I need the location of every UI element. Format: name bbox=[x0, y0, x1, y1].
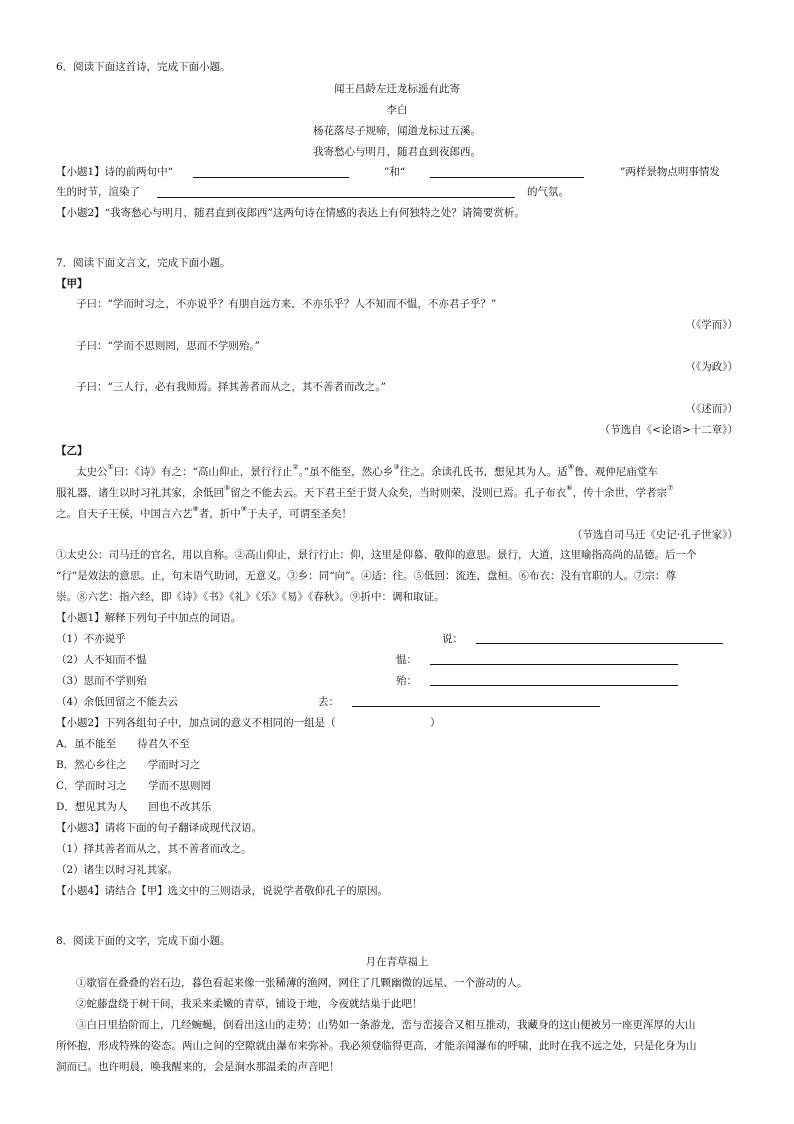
jia-source-all: （节选自《<论语>十二章》） bbox=[599, 424, 738, 436]
jia-quote-3: 子曰：“三人行，必有我师焉。择其善者而从之，其不善者而改之。” bbox=[76, 381, 386, 393]
jia-quote-2: 子曰：“学而不思则罔，思而不学则殆。” bbox=[76, 340, 260, 352]
yi-source: （节选自司马迁《史记·孔子世家》） bbox=[571, 529, 738, 541]
article-title: 月在青草福上 bbox=[365, 956, 429, 968]
answer-blank-explain-4[interactable] bbox=[352, 706, 600, 707]
answer-blank-atmosphere[interactable] bbox=[157, 197, 515, 198]
article-paragraph-3-line-3: 洞而已。也许明晨，唤我醒来的，会是涧水那温柔的声音吧！ bbox=[56, 1061, 340, 1073]
explain-key-1: 说： bbox=[442, 633, 463, 645]
poem-line-2: 我寄愁心与明月，随君直到夜郎西。 bbox=[313, 146, 481, 158]
jia-quote-1: 子曰：“学而时习之，不亦说乎？有朋自远方来，不亦乐乎？人不知而不愠，不亦君子乎？” bbox=[76, 298, 497, 310]
q6-sub1-part-e: 的气氛。 bbox=[527, 186, 569, 198]
explain-key-2: 愠： bbox=[396, 654, 417, 666]
jia-source-3: （《述而》） bbox=[685, 403, 738, 415]
q7-sub2: 【小题2】下列各组句子中，加点词的意义不相同的一组是（ bbox=[56, 717, 336, 729]
q8-header: 8．阅读下面的文字，完成下面小题。 bbox=[56, 935, 231, 947]
q7-sub4: 【小题4】请结合【甲】选文中的三则语录，说说学者敬仰孔子的原因。 bbox=[56, 885, 389, 897]
answer-blank-explain-2[interactable] bbox=[430, 664, 678, 665]
yi-label: 【乙】 bbox=[56, 445, 88, 457]
q6-sub1-part-c: ”两样景物点明事情发 bbox=[620, 166, 720, 178]
jia-label: 【甲】 bbox=[56, 278, 88, 290]
option-b[interactable]: B．然心乡往之 学而时习之 bbox=[56, 759, 201, 771]
q6-sub2: 【小题2】“我寄愁心与明月，随君直到夜郎西”这两句诗在情感的表达上有何独特之处？请简要赏析。 bbox=[56, 207, 525, 219]
jia-source-2: （《为政》） bbox=[685, 361, 738, 373]
q6-header: 6．阅读下面这首诗，完成下面小题。 bbox=[56, 61, 231, 73]
article-paragraph-3-line-1: ③白日里拾阶而上，几经蜿蜒，倒看出这山的走势；山势如一条游龙，峦与峦接合又相互推动，我藏身的这山便被另一座更浑厚的大山 bbox=[76, 1019, 696, 1031]
footnote-line-3: 崇。⑧六艺：指六经，即《诗》《书》《礼》《乐》《易》《春秋》。⑨折中：调和取证。 bbox=[56, 591, 445, 603]
explain-item-1: （1）不亦说乎 bbox=[56, 633, 126, 645]
option-a[interactable]: A．虽不能至 待君久不至 bbox=[56, 738, 190, 750]
translate-item-1: （1）择其善者而从之，其不善者而改之。 bbox=[56, 843, 252, 855]
yi-paragraph-line-2: 服礼器，诸生以时习礼其家，余低回⑤留之不能去云。天下君王至于贤人众矣，当时则荣，没则已焉。孔子布衣⑥，传十余世，学者宗⑦ bbox=[56, 484, 674, 499]
yi-paragraph-line-1: 太史公①曰：《诗》有之：“高山仰止，景行行止②。”虽不能至，然心乡③往之。余读孔氏书，想见其为人。适④鲁，观仲尼庙堂车 bbox=[76, 463, 658, 478]
q6-sub1-part-a: 【小题1】诗的前两句中“ bbox=[56, 166, 174, 178]
q6-sub1-part-b: ”和“ bbox=[384, 166, 406, 178]
translate-item-2: （2）诸生以时习礼其家。 bbox=[56, 864, 179, 876]
jia-source-1: （《学而》） bbox=[685, 319, 738, 331]
answer-blank-scene-2[interactable] bbox=[430, 177, 584, 178]
explain-key-4: 去： bbox=[318, 696, 339, 708]
poem-line-1: 杨花落尽子规啼，闻道龙标过五溪。 bbox=[313, 125, 481, 137]
explain-item-2: （2）人不知而不愠 bbox=[56, 654, 147, 666]
article-paragraph-3-line-2: 所怀抱，形成特殊的姿态。两山之间的空隙就由瀑布来弥补。我必须登临得更高，才能亲闻瀑布的呼啸，此时在我不远之处，只是化身为山 bbox=[56, 1040, 697, 1052]
yi-paragraph-line-3: 之。自天子王侯，中国言六艺⑧者，折中⑨于夫子，可谓至圣矣！ bbox=[56, 505, 353, 520]
q7-sub1: 【小题1】解释下列句子中加点的词语。 bbox=[56, 612, 242, 624]
poem-title: 闻王昌龄左迁龙标遥有此寄 bbox=[334, 83, 460, 95]
q7-sub2-close: ） bbox=[430, 717, 441, 729]
explain-item-4: （4）余低回留之不能去云 bbox=[56, 696, 179, 708]
explain-key-3: 殆： bbox=[396, 675, 417, 687]
option-c[interactable]: C．学而时习之 学而不思则罔 bbox=[56, 780, 212, 792]
q7-sub3: 【小题3】请将下面的句子翻译成现代汉语。 bbox=[56, 822, 263, 834]
footnote-line-2: “行”是效法的意思。止，句末语气助词，无意义。③乡：同“向”。④适：往。⑤低回：流连，盘桓。⑥布衣：没有官职的人。⑦宗：尊 bbox=[56, 570, 676, 582]
answer-blank-scene-1[interactable] bbox=[193, 177, 349, 178]
article-paragraph-2: ②蛇藤盘绕于树干间，我采来柔嫩的青草，铺设于地，今夜就结巢于此吧！ bbox=[76, 998, 423, 1010]
poem-author: 李白 bbox=[386, 104, 408, 116]
answer-blank-explain-3[interactable] bbox=[430, 685, 678, 686]
option-d[interactable]: D．想见其为人 回也不改其乐 bbox=[56, 801, 212, 813]
q6-sub1-part-d: 生的时节，渲染了 bbox=[56, 186, 140, 198]
footnote-line-1: ①太史公：司马迁的官名，用以自称。②高山仰止，景行行止：仰，这里是仰慕、敬仰的意思。景行，大道，这里喻指高尚的品德。后一个 bbox=[56, 549, 697, 561]
q7-header: 7．阅读下面文言文，完成下面小题。 bbox=[56, 257, 231, 269]
article-paragraph-1: ①歇宿在叠叠的岩石边，暮色看起来像一张稀薄的渔网，网住了几颗幽微的远星、一个游动的人。 bbox=[76, 977, 528, 989]
answer-blank-explain-1[interactable] bbox=[476, 643, 723, 644]
explain-item-3: （3）思而不学则殆 bbox=[56, 675, 147, 687]
